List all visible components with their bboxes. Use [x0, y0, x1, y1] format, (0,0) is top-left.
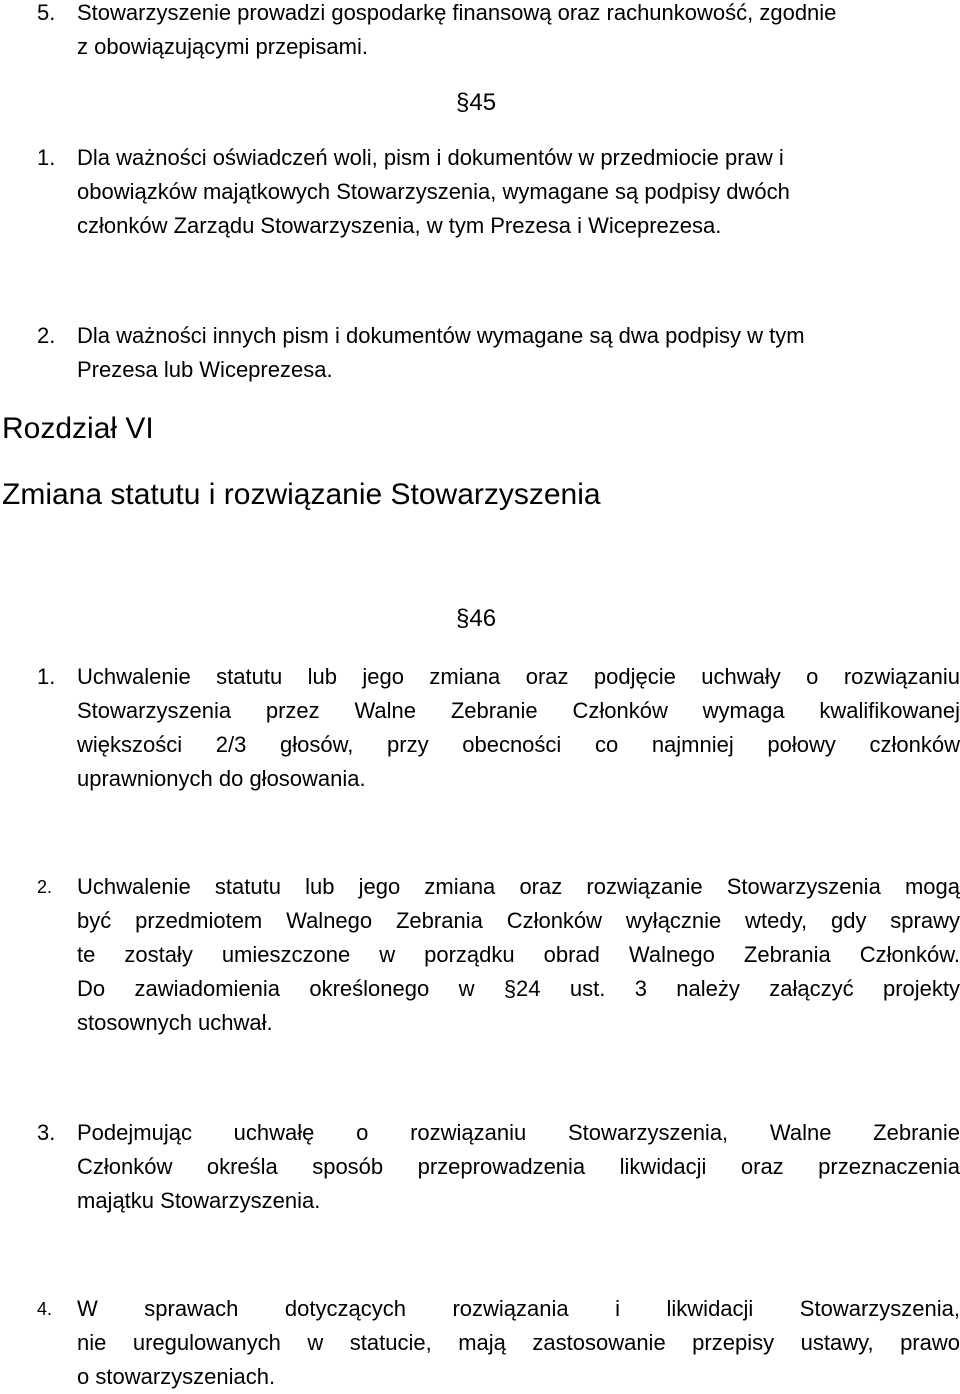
list-item-text	[77, 1292, 960, 1394]
text-line: uprawnionych do głosowania.	[77, 766, 366, 791]
list-item-text	[77, 319, 960, 387]
text-line: Członków określa sposób przeprowadzenia likwidacji oraz przeznaczenia	[77, 1154, 960, 1179]
text-line: o stowarzyszeniach.	[77, 1364, 276, 1389]
text-line: Dla ważności innych pism i dokumentów wymagane są dwa podpisy w tym	[77, 323, 805, 348]
text-line: obowiązków majątkowych Stowarzyszenia, wymagane są podpisy dwóch	[77, 179, 790, 204]
text-line: nie uregulowanych w statucie, mają zastosowanie przepisy ustawy, prawo	[77, 1330, 960, 1355]
text-line: Uchwalenie statutu lub jego zmiana oraz rozwiązanie Stowarzyszenia mogą	[77, 874, 960, 899]
text-line: Stowarzyszenia przez Walne Zebranie Członków wymaga kwalifikowanej	[77, 698, 960, 723]
list-item-text	[77, 141, 960, 243]
list-item-number: 1.	[37, 664, 56, 689]
text-line: Dla ważności oświadczeń woli, pism i dokumentów w przedmiocie praw i	[77, 145, 784, 170]
text-line: W sprawach dotyczących rozwiązania i likwidacji Stowarzyszenia,	[77, 1296, 960, 1321]
text-line: te zostały umieszczone w porządku obrad Walnego Zebrania Członków.	[77, 942, 960, 967]
text-line: Do zawiadomienia określonego w §24 ust. 3 należy załączyć projekty	[77, 976, 960, 1001]
list-item-number: 5.	[37, 0, 56, 25]
text-line: Podejmując uchwałę o rozwiązaniu Stowarzyszenia, Walne Zebranie	[77, 1120, 960, 1145]
text-line: być przedmiotem Walnego Zebrania Członków wyłącznie wtedy, gdy sprawy	[77, 908, 960, 933]
section-46-label: §46	[456, 605, 497, 632]
list-item-number: 1.	[37, 145, 56, 170]
text-line: Prezesa lub Wiceprezesa.	[77, 357, 333, 382]
text-line: stosownych uchwał.	[77, 1010, 273, 1035]
text-line: członków Zarządu Stowarzyszenia, w tym Prezesa i Wiceprezesa.	[77, 213, 722, 238]
text-line: majątku Stowarzyszenia.	[77, 1188, 321, 1213]
list-item-text	[77, 1116, 960, 1218]
list-item-text	[77, 870, 960, 1040]
text-line: większości 2/3 głosów, przy obecności co najmniej połowy członków	[77, 732, 960, 757]
list-item-text	[77, 660, 960, 796]
text-line: Uchwalenie statutu lub jego zmiana oraz podjęcie uchwały o rozwiązaniu	[77, 664, 960, 689]
text-line: z obowiązującymi przepisami.	[77, 34, 368, 59]
list-item-number: 3.	[37, 1120, 56, 1145]
chapter-subtitle: Zmiana statutu i rozwiązanie Stowarzyszenia	[2, 478, 601, 511]
list-item-text	[77, 0, 960, 64]
list-item-number: 4.	[37, 1299, 53, 1319]
list-item-number: 2.	[37, 877, 53, 897]
list-item-number: 2.	[37, 323, 56, 348]
chapter-title: Rozdział VI	[2, 412, 154, 445]
section-45-label: §45	[456, 89, 497, 116]
text-line: Stowarzyszenie prowadzi gospodarkę finansową oraz rachunkowość, zgodnie	[77, 0, 837, 25]
